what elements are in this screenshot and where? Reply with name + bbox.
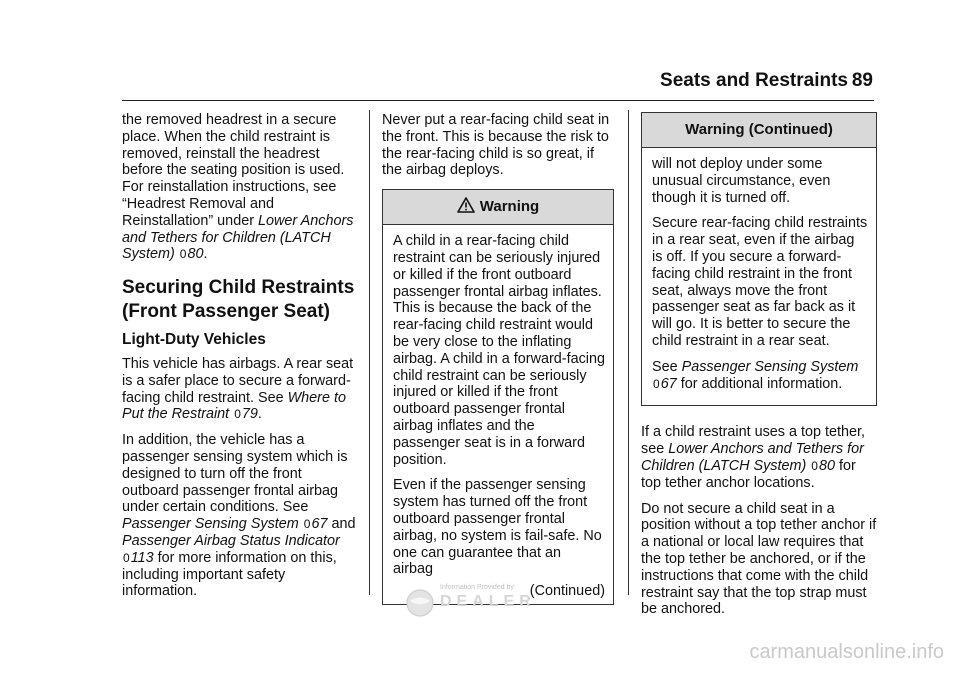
paragraph: Even if the passenger sensing system has turned off the front outboard passenger frontal airbag, no system is fail-safe. No one can guarantee that an airbag [393,477,602,578]
cross-reference[interactable]: Lower Anchors and Tethers for Children (LATCH System) [641,441,864,474]
cross-reference[interactable]: Lower Anchors and Tethers for Children (LATCH System) [122,212,354,263]
page-ref-arrow-icon: 0 [653,376,660,391]
section-heading: Securing Child Restraints (Front Passenger Seat) [122,277,355,323]
paragraph: Never put a rear-facing child seat in the front. This is because the risk to the rear-facing child is so great, if the airbag deploys. [382,112,610,179]
warning-box-continued [641,112,877,406]
logo-caption: Information Provided by: [440,584,516,591]
page-reference[interactable]: 67 [660,375,677,392]
warning-header [383,190,613,225]
page-reference[interactable]: 80 [818,457,835,474]
column-right [641,112,877,627]
globe-icon [405,588,435,623]
page-header [0,0,960,110]
page-reference[interactable]: 80 [187,246,204,263]
continued-label: (Continued) [529,583,605,600]
column-divider [628,110,629,595]
cross-reference[interactable]: Passenger Sensing System [681,358,859,375]
page-ref-arrow-icon: 0 [234,407,241,422]
dealer-logo [405,584,550,620]
subsection-heading: Light-Duty Vehicles [122,331,266,349]
cross-reference[interactable]: Passenger Airbag Status Indicator [122,532,340,549]
paragraph: In addition, the vehicle has a passenger sensing system which is designed to turn off the front outboard passenger frontal airbag under certain conditions. See Passenger Sensing System 067 and Passenger Airbag Status Indicator 0113 for more information on this, including important safety information. [122,432,356,600]
warning-body [642,148,876,405]
warning-body [383,225,613,604]
page-ref-arrow-icon: 0 [123,550,130,565]
warning-box [382,189,614,605]
page-number: 89 [851,70,873,91]
paragraph: will not deploy under some unusual circumstance, even though it is turned off. [652,156,831,206]
warning-triangle-icon [457,192,475,226]
page-reference[interactable]: 79 [241,406,258,423]
paragraph: A child in a rear-facing child restraint can be seriously injured or killed if the front outboard passenger frontal airbag inflates. This is because the back of the rear-facing child restraint would be very close to the inflating airbag. A child in a forward-facing child restraint can be seriously injured or killed if the front outboard passenger frontal airbag inflates and the passenger seat is in a forward position. [393,233,605,468]
watermark: carmanualsonline.info [749,641,944,663]
paragraph: the removed headrest in a secure place. When the child restraint is removed, reinstall the headrest before the seating position is used. For reinstallation instructions, see “Headrest Removal and Reinstallation” under Lower Anchors and Tethers for Children (LATCH System) 080. [122,112,354,263]
cross-reference[interactable]: Where to Put the Restraint [122,389,346,423]
paragraph: See Passenger Sensing System 067 for additional information. [652,358,859,392]
paragraph: If a child restraint uses a top tether, see Lower Anchors and Tethers for Children (LATCH System) 080 for top tether anchor locations. [641,424,865,491]
page-ref-arrow-icon: 0 [303,517,311,532]
paragraph: This vehicle has airbags. A rear seat is a safer place to secure a forward-facing child restraint. See Where to Put the Restraint 079. [122,355,354,423]
section-title: Seats and Restraints [660,70,848,91]
header-rule [122,100,874,101]
page-reference[interactable]: 67 [311,516,328,533]
page-reference[interactable]: 113 [130,549,154,566]
column-left [122,112,360,609]
column-middle [382,112,614,605]
logo-wordmark: DEALER [440,593,536,610]
warning-title: Warning [479,198,540,216]
paragraph: Secure rear-facing child restraints in a rear seat, even if the airbag is off. If you secure a forward-facing child restraint in the front seat, always move the front passenger seat as far back as it will go. It is better to secure the child restraint in a rear seat. [652,215,868,349]
page-ref-arrow-icon: 0 [179,247,187,262]
page-ref-arrow-icon: 0 [811,458,818,473]
warning-header: Warning (Continued) [642,113,876,148]
paragraph: Do not secure a child seat in a position without a top tether anchor if a national or local law requires that the top tether be anchored, or if the instructions that come with the child restraint say that the top strap must be anchored. [641,500,877,618]
cross-reference[interactable]: Passenger Sensing System [122,516,299,533]
column-divider [369,110,370,595]
